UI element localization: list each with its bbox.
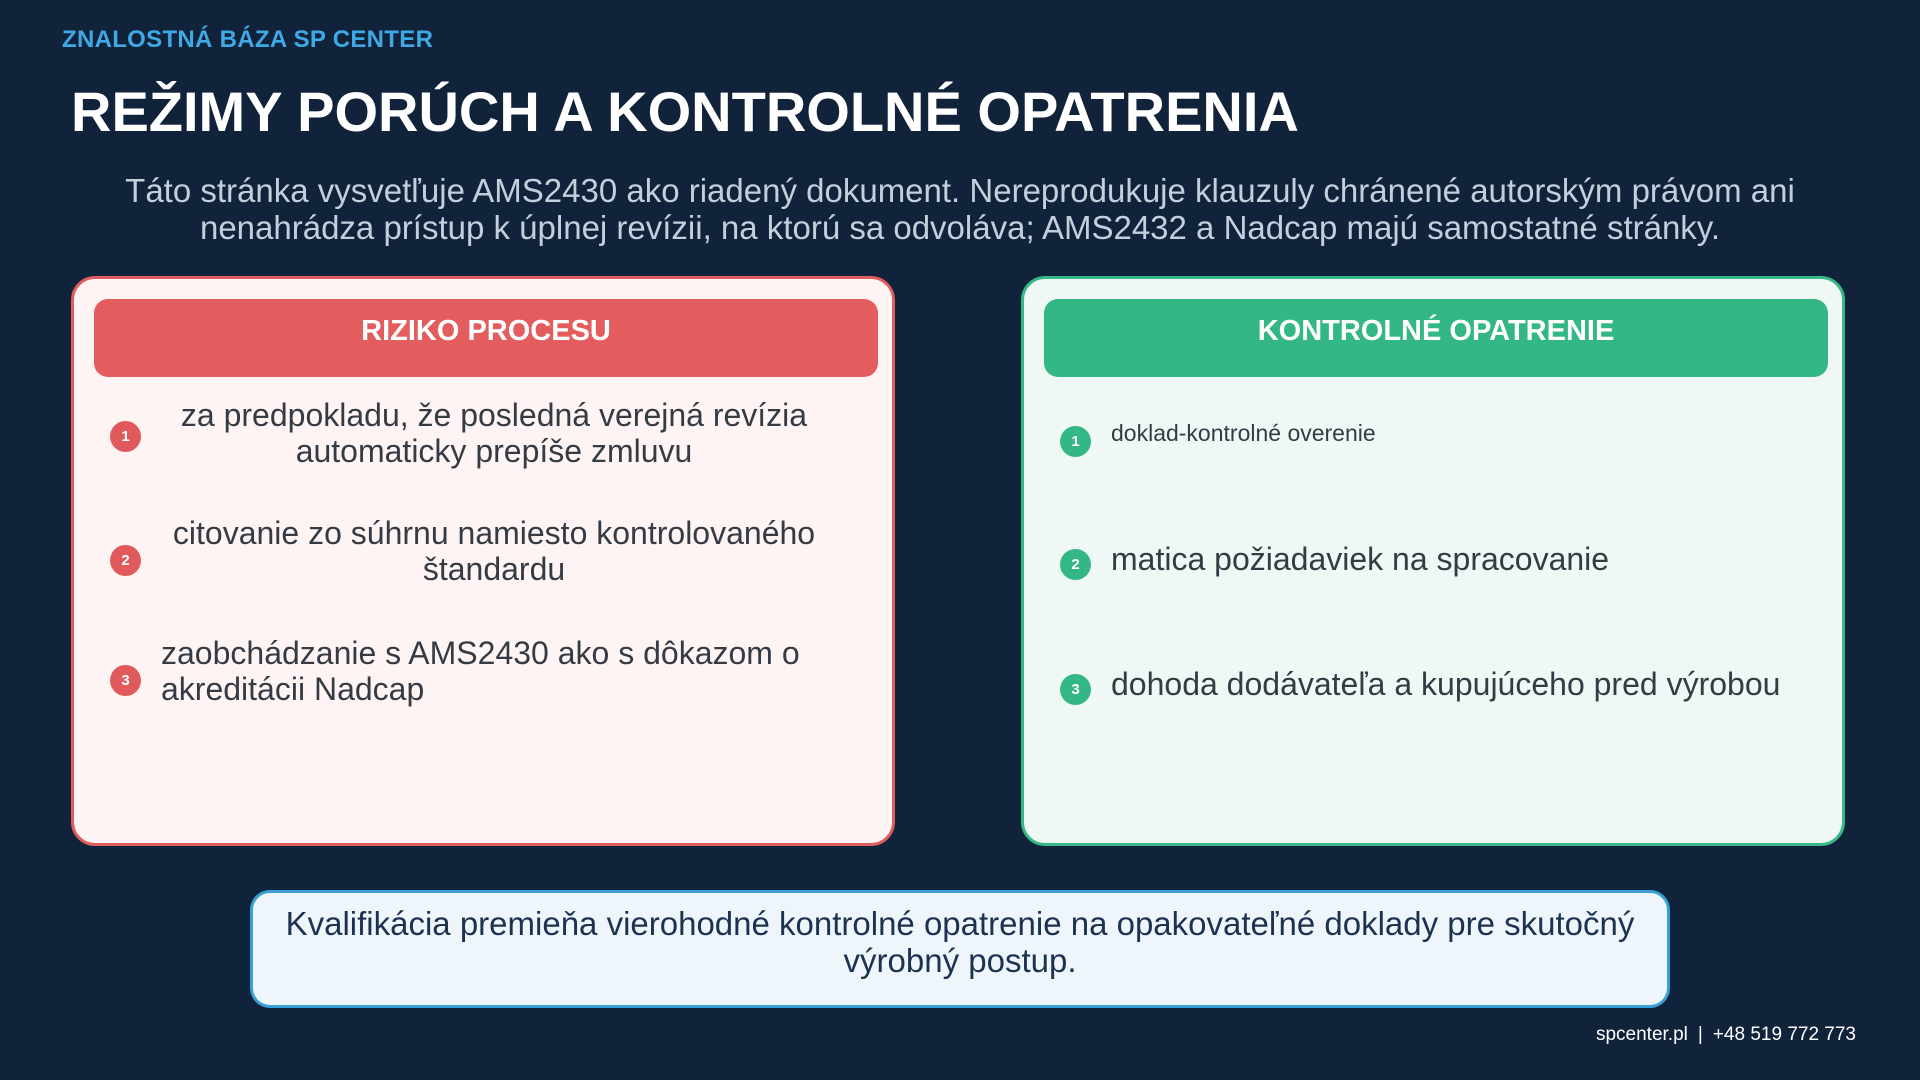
risk-item-text: zaobchádzanie s AMS2430 ako s dôkazom o akreditácii Nadcap	[161, 635, 800, 707]
number-badge: 2	[1060, 549, 1091, 580]
number-badge: 3	[110, 665, 141, 696]
process-risk-card	[71, 276, 895, 846]
number-badge: 1	[1060, 426, 1091, 457]
number-badge: 1	[110, 421, 141, 452]
risk-item-text: za predpokladu, že posledná verejná revízia automaticky prepíše zmluvu	[180, 397, 808, 469]
summary-callout: Kvalifikácia premieňa vierohodné kontrolné opatrenie na opakovateľné doklady pre skutočný výrobný postup.	[250, 890, 1670, 1008]
phone-number[interactable]: +48 519 772 773	[1712, 1024, 1856, 1045]
number-badge: 2	[110, 545, 141, 576]
website-link[interactable]: spcenter.pl	[1595, 1024, 1688, 1045]
risk-item-text: citovanie zo súhrnu namiesto kontrolovaného štandardu	[172, 515, 816, 587]
control-item-text: dohoda dodávateľa a kupujúceho pred výrobou	[1111, 666, 1781, 702]
intro-text: Táto stránka vysvetľuje AMS2430 ako riadený dokument. Nereprodukuje klauzuly chránené autorským právom ani nenahrádza prístup k úplnej revízii, na ktorú sa odvoláva; AMS2432 a Nadcap majú samostatné stránky.	[125, 172, 1795, 246]
footer-contact	[1596, 1024, 1856, 1046]
brand-label: ZNALOSTNÁ BÁZA SP CENTER	[62, 26, 434, 53]
control-measure-heading: KONTROLNÉ OPATRENIE	[1044, 299, 1828, 377]
control-measure-card	[1021, 276, 1845, 846]
number-badge: 3	[1060, 674, 1091, 705]
control-item-text: matica požiadaviek na spracovanie	[1111, 541, 1610, 577]
process-risk-heading: RIZIKO PROCESU	[94, 299, 878, 377]
control-item-text: doklad-kontrolné overenie	[1111, 420, 1376, 446]
page-title: REŽIMY PORÚCH A KONTROLNÉ OPATRENIA	[71, 80, 1299, 143]
footer-separator: |	[1697, 1024, 1703, 1045]
